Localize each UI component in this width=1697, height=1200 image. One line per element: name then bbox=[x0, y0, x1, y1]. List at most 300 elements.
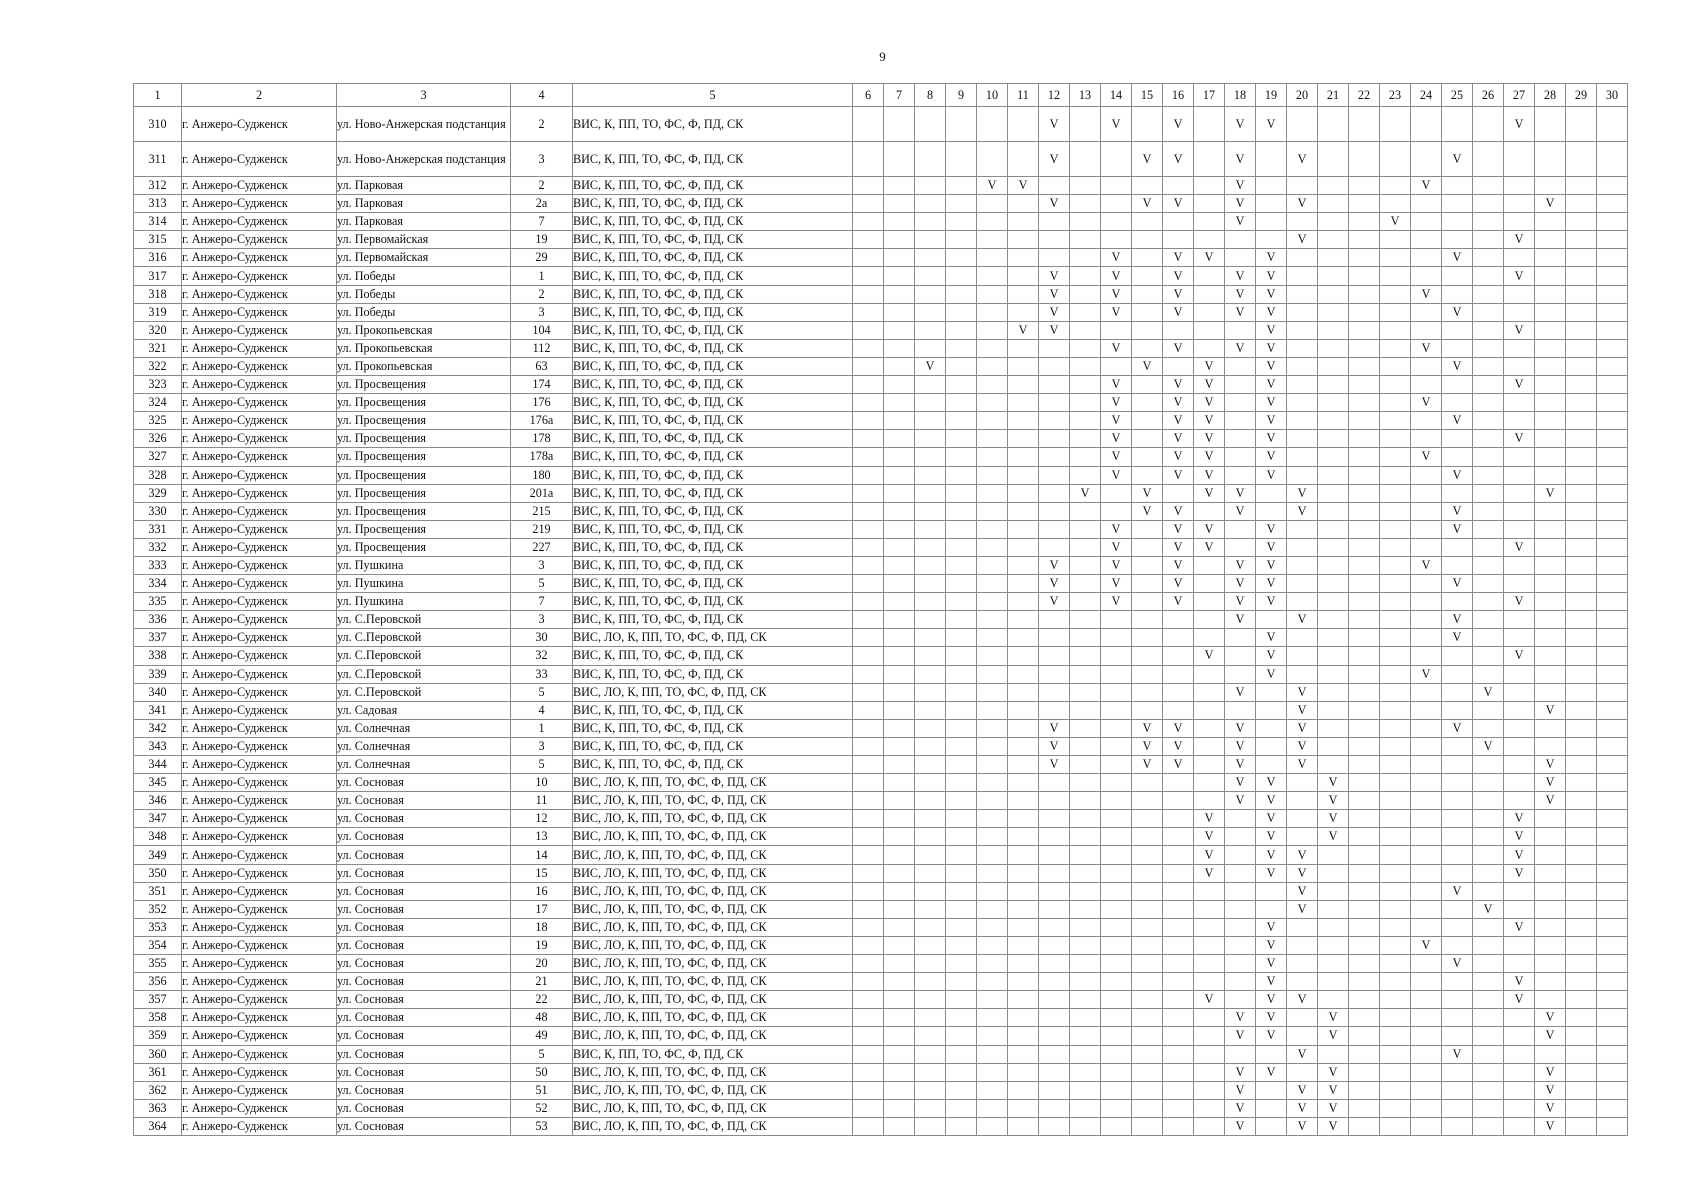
mark-cell-8 bbox=[915, 683, 946, 701]
mark-cell-27 bbox=[1504, 701, 1535, 719]
mark-cell-22 bbox=[1349, 213, 1380, 231]
house-cell: 21 bbox=[511, 973, 573, 991]
mark-cell-22 bbox=[1349, 792, 1380, 810]
check-mark: V bbox=[1225, 267, 1256, 285]
mark-cell-30 bbox=[1597, 701, 1628, 719]
mark-cell-27 bbox=[1504, 792, 1535, 810]
mark-cell-18 bbox=[1225, 991, 1256, 1009]
check-mark: V bbox=[1101, 593, 1132, 611]
mark-cell-6 bbox=[853, 611, 884, 629]
table-row bbox=[134, 430, 1628, 448]
house-cell: 15 bbox=[511, 864, 573, 882]
mark-cell-26 bbox=[1473, 864, 1504, 882]
check-mark: V bbox=[1535, 1027, 1566, 1045]
city-cell: г. Анжеро-Судженск bbox=[182, 756, 337, 774]
mark-cell-30 bbox=[1597, 142, 1628, 177]
street-cell: ул. Сосновая bbox=[337, 1009, 511, 1027]
mark-cell-28 bbox=[1535, 177, 1566, 195]
mark-cell-9 bbox=[946, 991, 977, 1009]
mark-cell-30 bbox=[1597, 556, 1628, 574]
mark-cell-13 bbox=[1070, 918, 1101, 936]
mark-cell-15 bbox=[1132, 918, 1163, 936]
mark-cell-8 bbox=[915, 955, 946, 973]
mark-cell-13 bbox=[1070, 936, 1101, 954]
check-mark: V bbox=[1039, 575, 1070, 593]
mark-cell-14 bbox=[1101, 1081, 1132, 1099]
mark-cell-9 bbox=[946, 285, 977, 303]
mark-cell-22 bbox=[1349, 1027, 1380, 1045]
check-mark: V bbox=[1194, 466, 1225, 484]
mark-cell-15 bbox=[1132, 1009, 1163, 1027]
mark-cell-20 bbox=[1287, 647, 1318, 665]
mark-cell-17 bbox=[1194, 321, 1225, 339]
check-mark: V bbox=[1101, 249, 1132, 267]
mark-cell-8 bbox=[915, 719, 946, 737]
check-mark: V bbox=[1287, 864, 1318, 882]
mark-cell-30 bbox=[1597, 828, 1628, 846]
mark-cell-16 bbox=[1163, 1081, 1194, 1099]
mark-cell-10 bbox=[977, 719, 1008, 737]
mark-cell-27 bbox=[1504, 936, 1535, 954]
mark-cell-11 bbox=[1008, 357, 1039, 375]
check-mark: V bbox=[1256, 303, 1287, 321]
mark-cell-27 bbox=[1504, 556, 1535, 574]
mark-cell-30 bbox=[1597, 376, 1628, 394]
mark-cell-7 bbox=[884, 936, 915, 954]
mark-cell-28 bbox=[1535, 556, 1566, 574]
check-mark: V bbox=[1163, 756, 1194, 774]
street-cell: ул. Сосновая bbox=[337, 810, 511, 828]
mark-cell-12 bbox=[1039, 177, 1070, 195]
mark-cell-23 bbox=[1380, 882, 1411, 900]
mark-cell-23 bbox=[1380, 520, 1411, 538]
mark-cell-10 bbox=[977, 575, 1008, 593]
city-cell: г. Анжеро-Судженск bbox=[182, 267, 337, 285]
mark-cell-8 bbox=[915, 991, 946, 1009]
mark-cell-16 bbox=[1163, 1117, 1194, 1135]
city-cell: г. Анжеро-Судженск bbox=[182, 412, 337, 430]
check-mark: V bbox=[1256, 339, 1287, 357]
mark-cell-21 bbox=[1318, 213, 1349, 231]
mark-cell-14 bbox=[1101, 195, 1132, 213]
mark-cell-18 bbox=[1225, 321, 1256, 339]
check-mark: V bbox=[1039, 195, 1070, 213]
house-cell: 3 bbox=[511, 303, 573, 321]
house-cell: 178а bbox=[511, 448, 573, 466]
mark-cell-10 bbox=[977, 1099, 1008, 1117]
check-mark: V bbox=[1535, 792, 1566, 810]
mark-cell-26 bbox=[1473, 303, 1504, 321]
mark-cell-17 bbox=[1194, 177, 1225, 195]
table-row bbox=[134, 177, 1628, 195]
check-mark: V bbox=[1194, 430, 1225, 448]
mark-cell-12 bbox=[1039, 665, 1070, 683]
mark-cell-16 bbox=[1163, 683, 1194, 701]
mark-cell-23 bbox=[1380, 737, 1411, 755]
mark-cell-23 bbox=[1380, 1081, 1411, 1099]
mark-cell-17 bbox=[1194, 213, 1225, 231]
mark-cell-18 bbox=[1225, 955, 1256, 973]
mark-cell-14 bbox=[1101, 1027, 1132, 1045]
mark-cell-15 bbox=[1132, 412, 1163, 430]
check-mark: V bbox=[1101, 466, 1132, 484]
mark-cell-10 bbox=[977, 900, 1008, 918]
mark-cell-6 bbox=[853, 267, 884, 285]
check-mark: V bbox=[1039, 593, 1070, 611]
mark-cell-29 bbox=[1566, 484, 1597, 502]
mark-cell-20 bbox=[1287, 593, 1318, 611]
row-number: 341 bbox=[134, 701, 182, 719]
row-number: 351 bbox=[134, 882, 182, 900]
mark-cell-19 bbox=[1256, 737, 1287, 755]
works-cell: ВИС, К, ПП, ТО, ФС, Ф, ПД, СК bbox=[573, 142, 853, 177]
mark-cell-28 bbox=[1535, 918, 1566, 936]
mark-cell-29 bbox=[1566, 303, 1597, 321]
mark-cell-27 bbox=[1504, 629, 1535, 647]
mark-cell-22 bbox=[1349, 1099, 1380, 1117]
check-mark: V bbox=[1101, 520, 1132, 538]
mark-cell-25 bbox=[1442, 394, 1473, 412]
mark-cell-9 bbox=[946, 195, 977, 213]
mark-cell-23 bbox=[1380, 701, 1411, 719]
street-cell: ул. Парковая bbox=[337, 177, 511, 195]
mark-cell-22 bbox=[1349, 556, 1380, 574]
mark-cell-25 bbox=[1442, 1009, 1473, 1027]
mark-cell-11 bbox=[1008, 1045, 1039, 1063]
check-mark: V bbox=[1101, 339, 1132, 357]
mark-cell-29 bbox=[1566, 107, 1597, 142]
mark-cell-14 bbox=[1101, 737, 1132, 755]
mark-cell-10 bbox=[977, 538, 1008, 556]
mark-cell-20 bbox=[1287, 466, 1318, 484]
mark-cell-21 bbox=[1318, 303, 1349, 321]
mark-cell-15 bbox=[1132, 394, 1163, 412]
works-cell: ВИС, ЛО, К, ПП, ТО, ФС, Ф, ПД, СК bbox=[573, 774, 853, 792]
street-cell: ул. Солнечная bbox=[337, 737, 511, 755]
mark-cell-7 bbox=[884, 846, 915, 864]
city-cell: г. Анжеро-Судженск bbox=[182, 611, 337, 629]
check-mark: V bbox=[1163, 267, 1194, 285]
mark-cell-17 bbox=[1194, 107, 1225, 142]
mark-cell-15 bbox=[1132, 900, 1163, 918]
mark-cell-26 bbox=[1473, 177, 1504, 195]
mark-cell-10 bbox=[977, 810, 1008, 828]
mark-cell-17 bbox=[1194, 973, 1225, 991]
works-cell: ВИС, К, ПП, ТО, ФС, Ф, ПД, СК bbox=[573, 1045, 853, 1063]
mark-cell-6 bbox=[853, 665, 884, 683]
city-cell: г. Анжеро-Судженск bbox=[182, 520, 337, 538]
works-cell: ВИС, ЛО, К, ПП, ТО, ФС, Ф, ПД, СК bbox=[573, 1117, 853, 1135]
mark-cell-23 bbox=[1380, 575, 1411, 593]
row-number: 332 bbox=[134, 538, 182, 556]
mark-cell-21 bbox=[1318, 195, 1349, 213]
row-number: 360 bbox=[134, 1045, 182, 1063]
mark-cell-13 bbox=[1070, 303, 1101, 321]
mark-cell-14 bbox=[1101, 611, 1132, 629]
mark-cell-13 bbox=[1070, 900, 1101, 918]
mark-cell-29 bbox=[1566, 918, 1597, 936]
mark-cell-10 bbox=[977, 828, 1008, 846]
mark-cell-26 bbox=[1473, 556, 1504, 574]
check-mark: V bbox=[1132, 195, 1163, 213]
mark-cell-30 bbox=[1597, 538, 1628, 556]
mark-cell-30 bbox=[1597, 918, 1628, 936]
mark-cell-9 bbox=[946, 846, 977, 864]
mark-cell-22 bbox=[1349, 701, 1380, 719]
mark-cell-9 bbox=[946, 394, 977, 412]
mark-cell-21 bbox=[1318, 177, 1349, 195]
mark-cell-10 bbox=[977, 267, 1008, 285]
house-cell: 215 bbox=[511, 502, 573, 520]
street-cell: ул. Сосновая bbox=[337, 936, 511, 954]
check-mark: V bbox=[1287, 882, 1318, 900]
row-number: 343 bbox=[134, 737, 182, 755]
mark-cell-20 bbox=[1287, 267, 1318, 285]
mark-cell-26 bbox=[1473, 665, 1504, 683]
mark-cell-14 bbox=[1101, 629, 1132, 647]
works-cell: ВИС, ЛО, К, ПП, ТО, ФС, Ф, ПД, СК bbox=[573, 828, 853, 846]
mark-cell-28 bbox=[1535, 846, 1566, 864]
mark-cell-12 bbox=[1039, 538, 1070, 556]
mark-cell-15 bbox=[1132, 285, 1163, 303]
mark-cell-20 bbox=[1287, 394, 1318, 412]
mark-cell-12 bbox=[1039, 1063, 1070, 1081]
mark-cell-24 bbox=[1411, 683, 1442, 701]
mark-cell-28 bbox=[1535, 737, 1566, 755]
mark-cell-29 bbox=[1566, 321, 1597, 339]
mark-cell-11 bbox=[1008, 484, 1039, 502]
mark-cell-30 bbox=[1597, 665, 1628, 683]
mark-cell-29 bbox=[1566, 357, 1597, 375]
row-number: 311 bbox=[134, 142, 182, 177]
check-mark: V bbox=[1101, 394, 1132, 412]
mark-cell-17 bbox=[1194, 629, 1225, 647]
house-cell: 29 bbox=[511, 249, 573, 267]
mark-cell-13 bbox=[1070, 955, 1101, 973]
table-row bbox=[134, 1063, 1628, 1081]
mark-cell-11 bbox=[1008, 882, 1039, 900]
mark-cell-11 bbox=[1008, 611, 1039, 629]
mark-cell-9 bbox=[946, 357, 977, 375]
mark-cell-26 bbox=[1473, 1117, 1504, 1135]
mark-cell-10 bbox=[977, 249, 1008, 267]
mark-cell-23 bbox=[1380, 629, 1411, 647]
mark-cell-10 bbox=[977, 973, 1008, 991]
check-mark: V bbox=[1256, 774, 1287, 792]
street-cell: ул. Солнечная bbox=[337, 756, 511, 774]
city-cell: г. Анжеро-Судженск bbox=[182, 448, 337, 466]
check-mark: V bbox=[1442, 412, 1473, 430]
column-header-24: 24 bbox=[1411, 84, 1442, 107]
mark-cell-13 bbox=[1070, 810, 1101, 828]
house-cell: 5 bbox=[511, 575, 573, 593]
mark-cell-7 bbox=[884, 394, 915, 412]
city-cell: г. Анжеро-Судженск bbox=[182, 719, 337, 737]
mark-cell-30 bbox=[1597, 846, 1628, 864]
check-mark: V bbox=[1225, 1081, 1256, 1099]
mark-cell-11 bbox=[1008, 864, 1039, 882]
mark-cell-13 bbox=[1070, 1117, 1101, 1135]
mark-cell-28 bbox=[1535, 900, 1566, 918]
city-cell: г. Анжеро-Судженск bbox=[182, 593, 337, 611]
mark-cell-24 bbox=[1411, 593, 1442, 611]
mark-cell-9 bbox=[946, 231, 977, 249]
mark-cell-20 bbox=[1287, 575, 1318, 593]
mark-cell-21 bbox=[1318, 683, 1349, 701]
check-mark: V bbox=[1504, 828, 1535, 846]
check-mark: V bbox=[1411, 339, 1442, 357]
check-mark: V bbox=[1070, 484, 1101, 502]
mark-cell-27 bbox=[1504, 502, 1535, 520]
mark-cell-10 bbox=[977, 195, 1008, 213]
mark-cell-22 bbox=[1349, 357, 1380, 375]
check-mark: V bbox=[1163, 339, 1194, 357]
mark-cell-7 bbox=[884, 357, 915, 375]
mark-cell-25 bbox=[1442, 538, 1473, 556]
mark-cell-14 bbox=[1101, 1045, 1132, 1063]
mark-cell-21 bbox=[1318, 267, 1349, 285]
mark-cell-30 bbox=[1597, 466, 1628, 484]
mark-cell-26 bbox=[1473, 756, 1504, 774]
mark-cell-11 bbox=[1008, 683, 1039, 701]
mark-cell-24 bbox=[1411, 466, 1442, 484]
check-mark: V bbox=[1256, 520, 1287, 538]
mark-cell-7 bbox=[884, 1117, 915, 1135]
mark-cell-21 bbox=[1318, 107, 1349, 142]
mark-cell-11 bbox=[1008, 285, 1039, 303]
mark-cell-18 bbox=[1225, 394, 1256, 412]
mark-cell-26 bbox=[1473, 774, 1504, 792]
mark-cell-8 bbox=[915, 394, 946, 412]
works-cell: ВИС, ЛО, К, ПП, ТО, ФС, Ф, ПД, СК bbox=[573, 810, 853, 828]
table-row bbox=[134, 466, 1628, 484]
mark-cell-29 bbox=[1566, 973, 1597, 991]
table-row bbox=[134, 213, 1628, 231]
check-mark: V bbox=[1442, 629, 1473, 647]
mark-cell-6 bbox=[853, 321, 884, 339]
mark-cell-29 bbox=[1566, 231, 1597, 249]
mark-cell-15 bbox=[1132, 231, 1163, 249]
mark-cell-29 bbox=[1566, 448, 1597, 466]
mark-cell-21 bbox=[1318, 448, 1349, 466]
mark-cell-15 bbox=[1132, 303, 1163, 321]
mark-cell-30 bbox=[1597, 575, 1628, 593]
check-mark: V bbox=[1287, 991, 1318, 1009]
mark-cell-9 bbox=[946, 1117, 977, 1135]
check-mark: V bbox=[1287, 900, 1318, 918]
mark-cell-29 bbox=[1566, 1117, 1597, 1135]
mark-cell-17 bbox=[1194, 1009, 1225, 1027]
mark-cell-11 bbox=[1008, 107, 1039, 142]
street-cell: ул. С.Перовской bbox=[337, 665, 511, 683]
mark-cell-21 bbox=[1318, 502, 1349, 520]
mark-cell-28 bbox=[1535, 973, 1566, 991]
table-row bbox=[134, 321, 1628, 339]
house-cell: 178 bbox=[511, 430, 573, 448]
mark-cell-9 bbox=[946, 629, 977, 647]
mark-cell-7 bbox=[884, 629, 915, 647]
mark-cell-21 bbox=[1318, 376, 1349, 394]
mark-cell-6 bbox=[853, 1081, 884, 1099]
check-mark: V bbox=[1194, 376, 1225, 394]
mark-cell-30 bbox=[1597, 231, 1628, 249]
mark-cell-26 bbox=[1473, 918, 1504, 936]
city-cell: г. Анжеро-Судженск bbox=[182, 339, 337, 357]
mark-cell-28 bbox=[1535, 665, 1566, 683]
mark-cell-20 bbox=[1287, 936, 1318, 954]
house-cell: 104 bbox=[511, 321, 573, 339]
mark-cell-22 bbox=[1349, 142, 1380, 177]
mark-cell-26 bbox=[1473, 810, 1504, 828]
house-cell: 5 bbox=[511, 756, 573, 774]
mark-cell-7 bbox=[884, 177, 915, 195]
check-mark: V bbox=[1225, 1117, 1256, 1135]
mark-cell-20 bbox=[1287, 520, 1318, 538]
check-mark: V bbox=[1101, 303, 1132, 321]
mark-cell-25 bbox=[1442, 1099, 1473, 1117]
mark-cell-9 bbox=[946, 828, 977, 846]
mark-cell-20 bbox=[1287, 774, 1318, 792]
mark-cell-23 bbox=[1380, 339, 1411, 357]
mark-cell-18 bbox=[1225, 882, 1256, 900]
mark-cell-22 bbox=[1349, 376, 1380, 394]
mark-cell-8 bbox=[915, 810, 946, 828]
mark-cell-14 bbox=[1101, 502, 1132, 520]
mark-cell-21 bbox=[1318, 575, 1349, 593]
check-mark: V bbox=[1256, 376, 1287, 394]
mark-cell-13 bbox=[1070, 357, 1101, 375]
mark-cell-12 bbox=[1039, 520, 1070, 538]
check-mark: V bbox=[1225, 1009, 1256, 1027]
mark-cell-26 bbox=[1473, 828, 1504, 846]
check-mark: V bbox=[1225, 575, 1256, 593]
mark-cell-23 bbox=[1380, 846, 1411, 864]
check-mark: V bbox=[1318, 1009, 1349, 1027]
mark-cell-27 bbox=[1504, 1027, 1535, 1045]
check-mark: V bbox=[1225, 737, 1256, 755]
mark-cell-28 bbox=[1535, 412, 1566, 430]
city-cell: г. Анжеро-Судженск bbox=[182, 918, 337, 936]
mark-cell-11 bbox=[1008, 213, 1039, 231]
works-cell: ВИС, К, ПП, ТО, ФС, Ф, ПД, СК bbox=[573, 719, 853, 737]
mark-cell-29 bbox=[1566, 538, 1597, 556]
mark-cell-29 bbox=[1566, 864, 1597, 882]
mark-cell-30 bbox=[1597, 647, 1628, 665]
mark-cell-6 bbox=[853, 520, 884, 538]
street-cell: ул. Сосновая bbox=[337, 792, 511, 810]
mark-cell-24 bbox=[1411, 430, 1442, 448]
mark-cell-27 bbox=[1504, 665, 1535, 683]
mark-cell-14 bbox=[1101, 864, 1132, 882]
row-number: 327 bbox=[134, 448, 182, 466]
mark-cell-20 bbox=[1287, 249, 1318, 267]
mark-cell-25 bbox=[1442, 195, 1473, 213]
row-number: 364 bbox=[134, 1117, 182, 1135]
mark-cell-14 bbox=[1101, 810, 1132, 828]
mark-cell-22 bbox=[1349, 810, 1380, 828]
street-cell: ул. Садовая bbox=[337, 701, 511, 719]
table-row bbox=[134, 973, 1628, 991]
mark-cell-15 bbox=[1132, 846, 1163, 864]
mark-cell-23 bbox=[1380, 792, 1411, 810]
house-cell: 20 bbox=[511, 955, 573, 973]
city-cell: г. Анжеро-Судженск bbox=[182, 973, 337, 991]
mark-cell-6 bbox=[853, 629, 884, 647]
check-mark: V bbox=[1225, 142, 1256, 177]
table-row bbox=[134, 267, 1628, 285]
mark-cell-14 bbox=[1101, 828, 1132, 846]
check-mark: V bbox=[1256, 556, 1287, 574]
